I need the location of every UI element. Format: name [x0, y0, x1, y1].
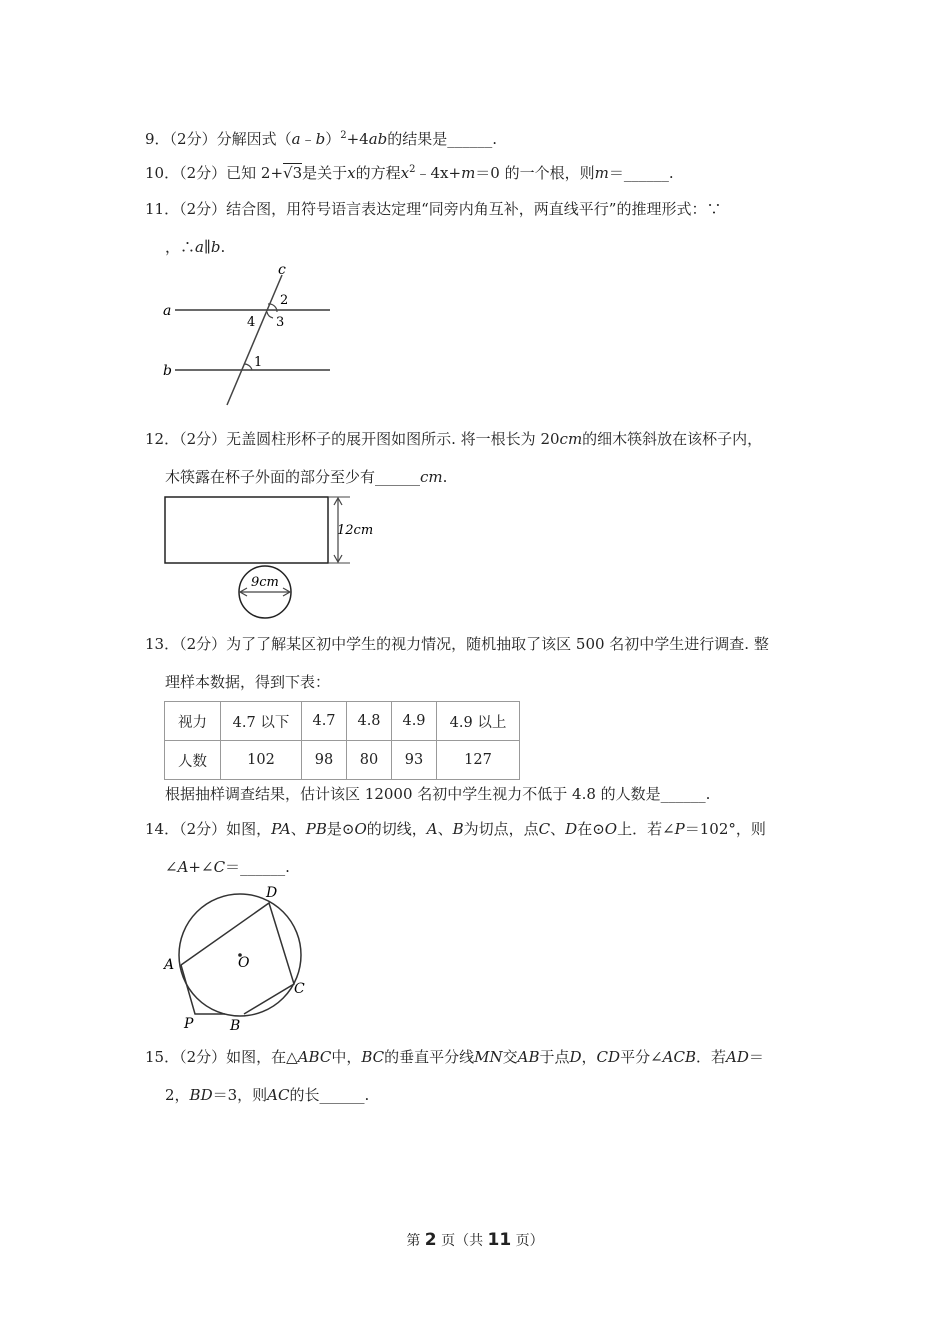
cup-side-rect: [165, 497, 328, 563]
table-row: 人数 102 98 80 93 127: [165, 741, 520, 780]
angle-3: 3: [276, 315, 285, 330]
table-header-row: 视力 4.7 以下 4.7 4.8 4.9 4.9 以上: [165, 702, 520, 741]
question-9: 9．（2分）分解因式（a﹣b）$^2$+4ab的结果是______.: [145, 130, 498, 148]
question-10: 10．（2分）已知 2+√3是关于x的方程$x^2﹣4x+m=0$ 的一个根，则m＝______.: [145, 164, 674, 182]
page-number: 2: [424, 1230, 437, 1250]
angle-1: 1: [254, 355, 263, 370]
answer-blank: ______: [447, 130, 493, 148]
svg-text:C: C: [294, 981, 305, 997]
diameter-label: 9cm: [251, 575, 279, 590]
question-15-line2: 2，BD＝3，则AC的长______.: [165, 1086, 370, 1104]
svg-text:B: B: [230, 1018, 241, 1034]
label-c: c: [278, 262, 286, 278]
page-footer: 第 2 页（共 11 页）: [406, 1230, 544, 1250]
angle-4: 4: [247, 315, 256, 330]
sqrt-radicand: √3: [283, 164, 303, 182]
height-label: 12cm: [337, 523, 374, 538]
svg-text:O: O: [238, 955, 250, 971]
answer-blank: ______: [319, 1086, 365, 1104]
answer-blank: ______: [240, 858, 286, 876]
answer-blank: ______: [623, 164, 669, 182]
question-12: 12．（2分）无盖圆柱形杯子的展开图如图所示. 将一根长为 20cm的细木筷斜放在该杯子内，: [145, 430, 763, 448]
question-11: 11．（2分）结合图，用符号语言表达定理“同旁内角互补，两直线平行”的推理形式：∵: [145, 200, 722, 218]
svg-text:D: D: [266, 885, 278, 901]
svg-text:A: A: [164, 957, 175, 973]
question-14: 14．（2分）如图，PA、PB是⊙O的切线，A、B为切点，点C、D在⊙O上．若∠P＝102°，则: [145, 820, 766, 838]
label-a: a: [163, 303, 172, 319]
tangent-lines: [181, 965, 225, 1014]
parallel-lines-figure: [155, 260, 340, 410]
question-13-line2: 理样本数据，得到下表：: [165, 673, 331, 691]
answer-blank: ______: [660, 785, 706, 803]
question-14-line2: ∠A+∠C＝______.: [165, 858, 290, 876]
question-15: 15．（2分）如图，在△ABC中，BC的垂直平分线MN交AB于点D，CD平分∠ACB．若AD＝: [145, 1048, 764, 1066]
label-b: b: [163, 363, 172, 379]
question-13-line3: 根据抽样调查结果，估计该区 12000 名初中学生视力不低于 4.8 的人数是______.: [165, 785, 711, 803]
cup-net-figure: [160, 492, 385, 624]
svg-text:P: P: [184, 1016, 194, 1032]
question-12-line2: 木筷露在杯子外面的部分至少有______cm.: [165, 468, 448, 486]
circle-tangent-figure: [160, 880, 320, 1035]
question-11-line2: ，∴a∥b.: [165, 238, 226, 256]
total-pages: 11: [487, 1230, 512, 1250]
angle-2: 2: [280, 293, 289, 308]
vision-table: [164, 701, 520, 780]
transversal-c: [227, 275, 285, 405]
question-13: 13．（2分）为了了解某区初中学生的视力情况，随机抽取了该区 500 名初中学生进行调查. 整: [145, 635, 769, 653]
answer-blank: ______: [375, 468, 421, 486]
